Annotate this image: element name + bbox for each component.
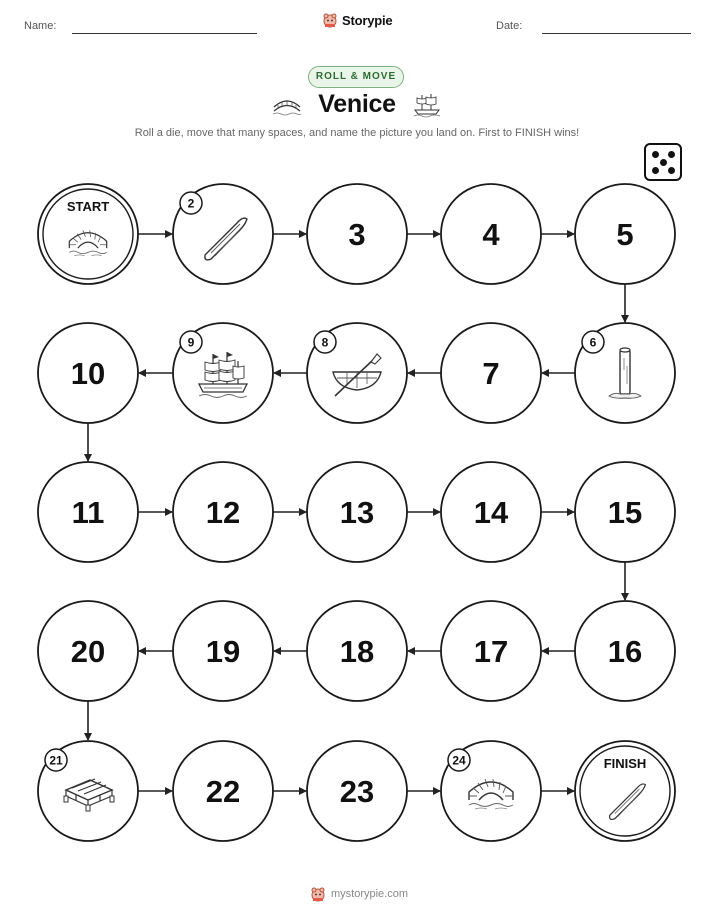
page-title: Venice <box>318 90 396 118</box>
board-space-23[interactable] <box>307 741 407 841</box>
finish-label: FINISH <box>603 756 647 771</box>
start-label: START <box>66 199 110 214</box>
space-number: 20 <box>70 634 106 669</box>
space-number: 24 <box>452 753 466 768</box>
footer <box>310 886 408 902</box>
board-space-17[interactable] <box>441 601 541 701</box>
space-number: 10 <box>70 356 106 391</box>
space-number: 16 <box>607 634 643 669</box>
board-space-12[interactable] <box>173 462 273 562</box>
board-space-10[interactable] <box>38 323 138 423</box>
board-space-7[interactable] <box>441 323 541 423</box>
space-number: 7 <box>482 356 500 391</box>
space-number: 13 <box>339 495 375 530</box>
space-number: 11 <box>71 495 105 530</box>
space-number: 21 <box>49 753 63 768</box>
brand-name: Storypie <box>342 12 393 28</box>
board-space-13[interactable] <box>307 462 407 562</box>
instructions-text: Roll a die, move that many spaces, and name the picture you land on. First to FINISH wins! <box>134 127 580 139</box>
space-number: 12 <box>205 495 241 530</box>
space-number: 9 <box>187 335 195 350</box>
board-space-15[interactable] <box>575 462 675 562</box>
mascot-icon <box>310 886 326 902</box>
space-number: 5 <box>616 217 634 252</box>
board-space-21[interactable] <box>38 741 138 841</box>
name-label: Name: <box>24 20 57 32</box>
space-number: 17 <box>473 634 509 669</box>
board-space-5[interactable] <box>575 184 675 284</box>
space-number: 6 <box>589 335 597 350</box>
board-space-22[interactable] <box>173 741 273 841</box>
board-space-2[interactable] <box>173 184 273 284</box>
board-space-3[interactable] <box>307 184 407 284</box>
space-number: 3 <box>348 217 366 252</box>
board-space-8[interactable] <box>307 323 407 423</box>
space-number: 2 <box>187 196 195 211</box>
space-number: 23 <box>339 774 375 809</box>
space-number: 4 <box>482 217 500 252</box>
board-space-16[interactable] <box>575 601 675 701</box>
board-space-6[interactable] <box>575 323 675 423</box>
board-space-20[interactable] <box>38 601 138 701</box>
space-number: 14 <box>473 495 509 530</box>
board-space-9[interactable] <box>173 323 273 423</box>
space-number: 22 <box>205 774 241 809</box>
board-space-19[interactable] <box>173 601 273 701</box>
board-space-18[interactable] <box>307 601 407 701</box>
board-space-14[interactable] <box>441 462 541 562</box>
date-label: Date: <box>496 20 523 32</box>
board-space-11[interactable] <box>38 462 138 562</box>
board-space-finish[interactable] <box>575 741 675 841</box>
space-number: 8 <box>321 335 329 350</box>
game-type-badge: ROLL & MOVE <box>308 66 404 88</box>
space-number: 19 <box>205 634 241 669</box>
space-number: 18 <box>339 634 375 669</box>
board-space-start[interactable] <box>38 184 138 284</box>
board-space-4[interactable] <box>441 184 541 284</box>
footer-url[interactable]: mystorypie.com <box>331 888 409 900</box>
space-number: 15 <box>607 495 643 530</box>
board-space-24[interactable] <box>441 741 541 841</box>
